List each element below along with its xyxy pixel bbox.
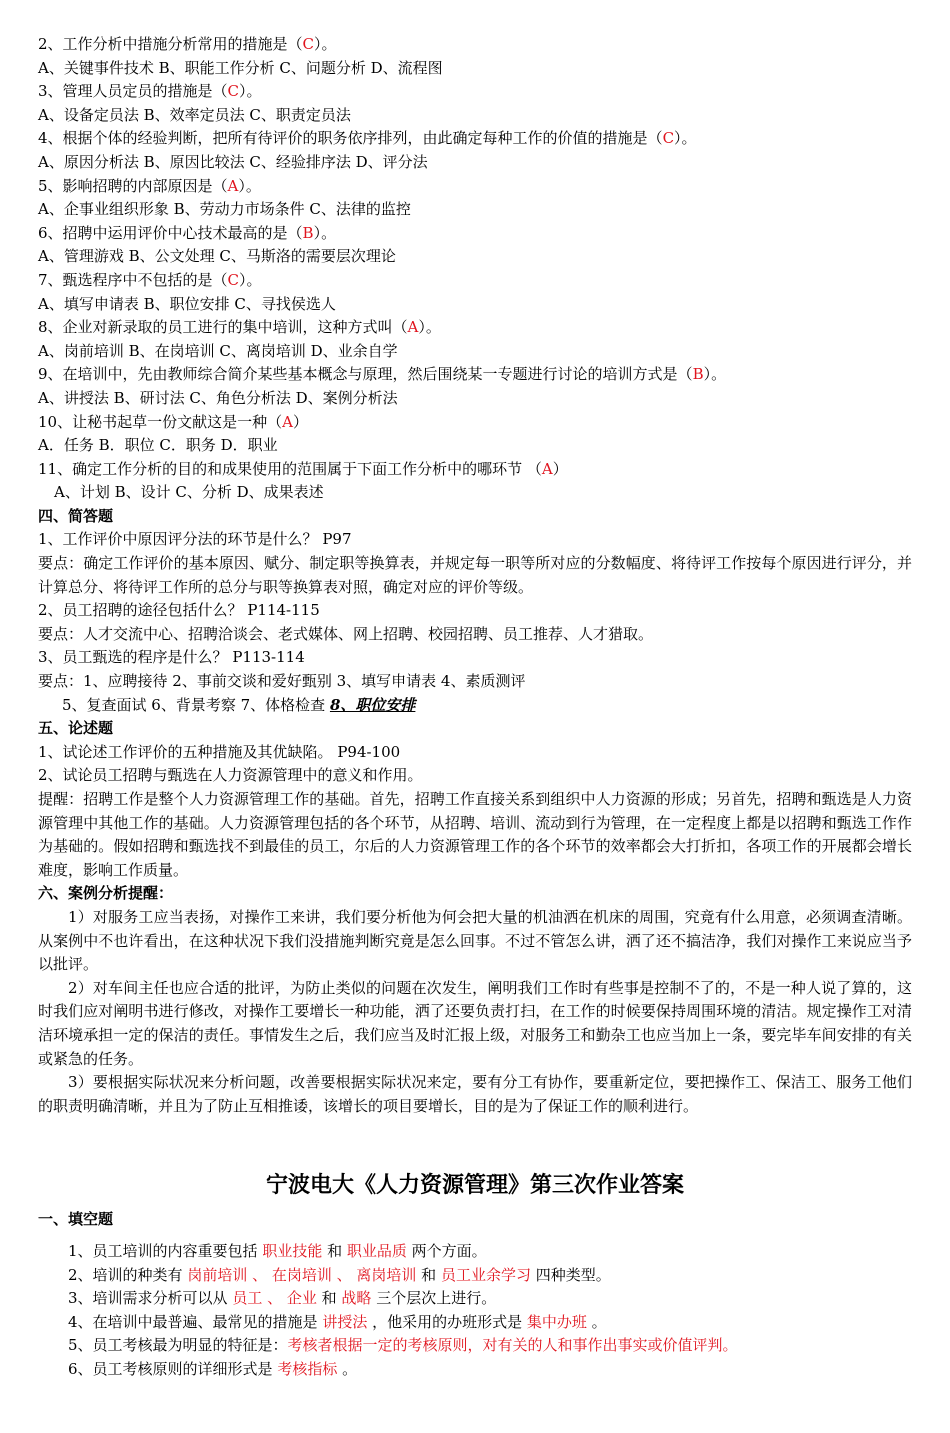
options-5: A、企事业组织形象 B、劳动力市场条件 C、法律的监控	[38, 200, 411, 219]
answer-letter: C	[302, 35, 315, 53]
answer-text: 5、复查面试 6、背景考察 7、体格检查	[62, 695, 330, 714]
text: ，他采用的办班形式是	[367, 1312, 527, 1331]
text: 和	[416, 1265, 441, 1284]
question-tail: ）	[552, 459, 568, 478]
answer-letter: A	[227, 176, 239, 195]
short-answer-3-answer-line1: 要点：1、应聘接待 2、事前交谈和爱好甄别 3、填写申请表 4、素质测评	[38, 672, 526, 691]
answer-letter: A	[407, 318, 419, 337]
text: 。	[586, 1312, 607, 1331]
document-title: 宁波电大《人力资源管理》第三次作业答案	[265, 1172, 684, 1199]
short-answer-2-answer: 要点：人才交流中心、招聘洽谈会、老式媒体、网上招聘、校园招聘、员工推荐、人才猎取。	[38, 624, 654, 643]
text: 1、员工培训的内容重要包括	[68, 1241, 263, 1260]
question-text: 6、招聘中运用评价中心技术最高的是（	[38, 223, 303, 242]
answer: 员工业余学习	[440, 1265, 531, 1284]
question-6	[38, 222, 912, 246]
text: 6、员工考核原则的详细形式是	[68, 1359, 278, 1378]
options-10: A．任务 B．职位 C．职务 D．职业	[38, 436, 278, 455]
answer: 职业品质	[346, 1241, 407, 1260]
question-11	[38, 458, 912, 482]
question-text: 2、工作分析中措施分析常用的措施是（	[38, 35, 303, 53]
options-6: A、管理游戏 B、公文处理 C、马斯洛的需要层次理论	[38, 247, 396, 266]
options-2: A、关键事件技术 B、职能工作分析 C、问题分析 D、流程图	[38, 58, 443, 77]
question-tail: ）。	[239, 82, 262, 101]
answer-letter: C	[227, 270, 240, 289]
text: 2、培训的种类有	[68, 1265, 188, 1284]
short-answer-1-answer: 要点：确定工作评价的基本原因、赋分、制定职等换算表，并规定每一职等所对应的分数幅度、将待评工作按每个原因进行评分，并计算总分、将待评工作所的总分与职等换算表对照，确定对应的评价等级。	[38, 554, 912, 596]
answer: 职业技能	[262, 1241, 323, 1260]
question-tail: ）。	[313, 223, 337, 242]
fill-blank-5	[38, 1334, 912, 1358]
question-text: 11、确定工作分析的目的和成果使用的范围属于下面工作分析中的哪环节 （	[38, 459, 542, 478]
section-heading-5: 五、论述题	[38, 719, 114, 738]
question-5	[38, 175, 912, 199]
case-point-2: 2）对车间主任也应合适的批评，为防止类似的问题在次发生，阐明我们工作时有些事是控制不了的，不是一种人说了算的，这时我们应对阐明书进行修改，对操作工要增长一种功能，洒了还要负责打扫，在工作的时候要保持周围环境的清洁。规定操作工对清洁环境承担一定的保洁的责任。事情发生之后，我们应当及时汇报上级，对服务工和勤杂工也应当加上一条，要完毕车间安排的有关或紧急的任务。	[38, 978, 912, 1068]
case-point-1: 1）对服务工应当表扬，对操作工来讲，我们要分析他为何会把大量的机油洒在机床的周围，究竟有什么用意，必须调查清晰。从案例中不也许看出，在这种状况下我们没措施判断究竟是怎么回事。不过不管怎么讲，洒了还不搞洁净，我们对操作工来说应当予以批评。	[38, 907, 912, 974]
question-text: 7、甄选程序中不包括的是（	[38, 270, 228, 289]
options-8: A、岗前培训 B、在岗培训 C、离岗培训 D、业余自学	[38, 341, 398, 360]
question-4	[38, 127, 912, 151]
question-10	[38, 411, 912, 435]
text: 和	[316, 1289, 342, 1308]
question-8	[38, 316, 912, 340]
fill-blank-3	[38, 1287, 912, 1311]
question-3	[38, 80, 912, 104]
question-text: 5、影响招聘的内部原因是（	[38, 176, 228, 195]
question-tail: ）。	[314, 35, 337, 53]
section-heading-1: 一、填空题	[38, 1210, 114, 1229]
fill-blank-1	[38, 1240, 912, 1264]
answer: 考核者根据一定的考核原则，对有关的人和事作出事实或价值评判。	[287, 1336, 738, 1355]
question-2	[38, 33, 912, 57]
options-11: A、计划 B、设计 C、分析 D、成果表述	[54, 483, 324, 502]
question-text: 10、让秘书起草一份文献这是一种（	[38, 412, 283, 431]
answer: 集中办班	[526, 1312, 587, 1331]
emphasized-answer: 8、职位安排	[329, 695, 416, 714]
answer: 战略	[341, 1289, 372, 1308]
answer-letter: A	[282, 412, 293, 431]
case-point-3: 3）要根据实际状况来分析问题，改善要根据实际状况来定，要有分工有协作，要重新定位，要把操作工、保洁工、服务工他们的职责明确清晰，并且为了防止互相推诿，该增长的项目要增长，目的是为了保证工作的顺利进行。	[38, 1073, 912, 1115]
answer: 考核指标	[277, 1359, 338, 1378]
question-tail: ）。	[239, 270, 262, 289]
answer-letter: C	[662, 129, 675, 148]
fill-blank-6	[38, 1358, 912, 1382]
answer-letter: A	[541, 459, 553, 478]
text: 5、员工考核最为明显的特征是：	[68, 1336, 288, 1355]
essay-1-question: 1、试论述工作评价的五种措施及其优缺陷。 P94-100	[38, 742, 401, 761]
text: 四种类型。	[530, 1265, 611, 1284]
section-heading-4: 四、简答题	[38, 506, 114, 525]
question-tail: ）。	[703, 365, 727, 384]
short-answer-1-question: 1、工作评价中原因评分法的环节是什么？ P97	[38, 530, 352, 549]
answer-letter: B	[692, 365, 704, 384]
short-answer-3-question: 3、员工甄选的程序是什么？ P113-114	[38, 648, 305, 667]
essay-2-answer: 提醒：招聘工作是整个人力资源管理工作的基础。首先，招聘工作直接关系到组织中人力资源的形成；另首先，招聘和甄选是人力资源管理中其他工作的基础。人力资源管理包括的各个环节，从招聘、培训、流动到行为管理，在一定程度上都是以招聘和甄选工作作为基础的。假如招聘和甄选找不到最佳的员工，尔后的人力资源管理工作的各个环节的效率都会大打折扣，各项工作的开展都会增长难度，影响工作质量。	[38, 790, 912, 879]
answer-letter: C	[227, 82, 240, 101]
text: 两个方面。	[406, 1241, 487, 1260]
question-tail: ）。	[238, 176, 261, 195]
question-text: 3、管理人员定员的措施是（	[38, 82, 228, 101]
text: 。	[337, 1359, 358, 1378]
text: 和	[322, 1241, 347, 1260]
answer: 员工 、 企业	[232, 1289, 317, 1308]
question-7	[38, 269, 912, 293]
question-tail: ）。	[674, 129, 697, 148]
answer: 岗前培训 、 在岗培训 、 离岗培训	[187, 1265, 417, 1284]
essay-2-question: 2、试论员工招聘与甄选在人力资源管理中的意义和作用。	[38, 766, 423, 785]
question-text: 9、在培训中，先由教师综合简介某些基本概念与原理，然后围绕某一专题进行讨论的培训方式是（	[38, 365, 693, 384]
question-tail: ）	[292, 412, 308, 431]
options-4: A、原因分析法 B、原因比较法 C、经验排序法 D、评分法	[38, 152, 428, 171]
answer-letter: B	[302, 223, 314, 242]
document-page	[38, 33, 912, 1381]
answer: 讲授法	[322, 1312, 368, 1331]
text: 4、在培训中最普遍、最常见的措施是	[68, 1312, 323, 1331]
fill-blank-4	[38, 1311, 912, 1335]
question-text: 8、企业对新录取的员工进行的集中培训，这种方式叫（	[38, 318, 408, 337]
section-heading-6: 六、案例分析提醒：	[38, 884, 174, 903]
options-3: A、设备定员法 B、效率定员法 C、职责定员法	[38, 105, 351, 124]
text: 三个层次上进行。	[371, 1289, 497, 1308]
question-text: 4、根据个体的经验判断，把所有待评价的职务依序排列，由此确定每种工作的价值的措施是（	[38, 129, 663, 148]
fill-blank-2	[38, 1264, 912, 1288]
options-7: A、填写申请表 B、职位安排 C、寻找侯选人	[38, 294, 336, 313]
options-9: A、讲授法 B、研讨法 C、角色分析法 D、案例分析法	[38, 388, 398, 407]
short-answer-3-answer-line2	[38, 694, 912, 718]
text: 3、培训需求分析可以从	[68, 1289, 233, 1308]
short-answer-2-question: 2、员工招聘的途径包括什么？ P114-115	[38, 601, 320, 620]
question-9	[38, 363, 912, 387]
question-tail: ）。	[418, 318, 441, 337]
